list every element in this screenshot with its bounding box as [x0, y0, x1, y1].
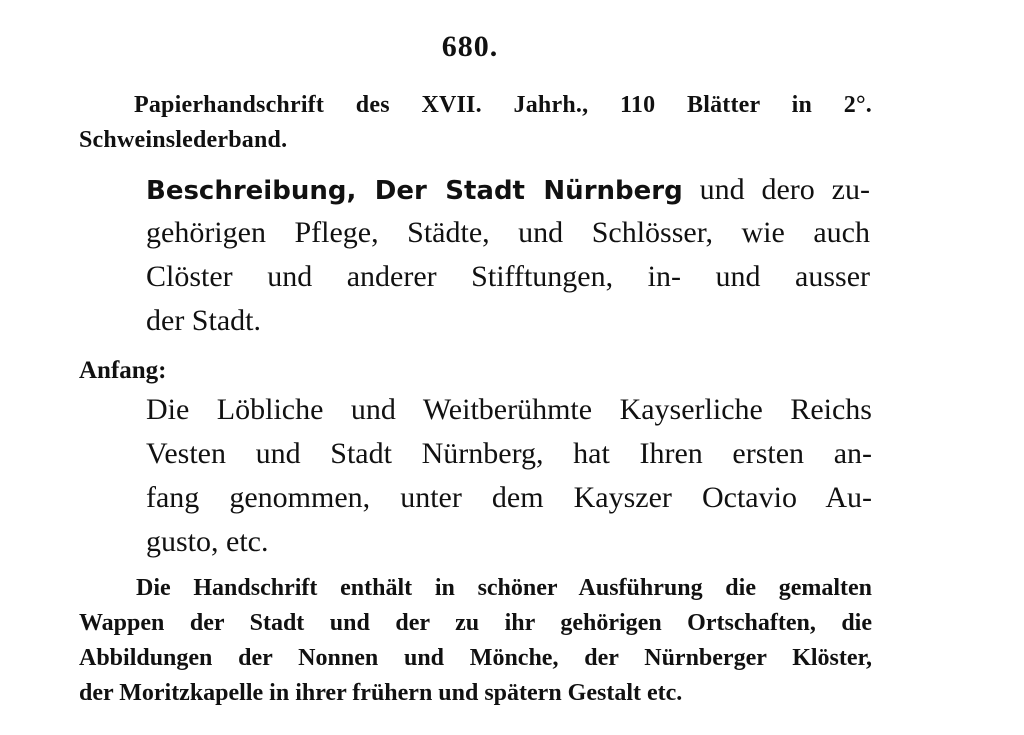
- note-line-2: Wappen der Stadt und der zu ihr gehörigen Ortschaften, die: [79, 610, 872, 636]
- title-line-4: der Stadt.: [146, 304, 261, 337]
- title-line-1-rest: und dero zu-: [682, 173, 870, 206]
- note-line-4: der Moritzkapelle in ihrer frühern und spätern Gestalt etc.: [79, 680, 683, 706]
- title-line-2: gehörigen Pflege, Städte, und Schlösser, wie auch: [146, 216, 870, 249]
- note-line-1: Die Handschrift enthält in schöner Ausführung die gemalten: [136, 575, 872, 601]
- page-number: 680.: [441, 30, 499, 63]
- incipit-line-3: fang genommen, unter dem Kayszer Octavio Au-: [146, 481, 872, 514]
- title-line-1: [146, 173, 870, 207]
- incipit-line-1: Die Löbliche und Weitberühmte Kayserliche Reichs: [146, 393, 872, 426]
- title-bold-heading: Beschreibung, Der Stadt Nürnberg: [146, 176, 683, 206]
- incipit-line-4: gusto, etc.: [146, 525, 269, 558]
- title-line-3: Clöster und anderer Stifftungen, in- und ausser: [146, 260, 870, 293]
- note-line-3: Abbildungen der Nonnen und Mönche, der Nürnberger Klöster,: [79, 645, 872, 671]
- description-line-1: Papierhandschrift des XVII. Jahrh., 110 Blätter in 2°.: [134, 92, 872, 118]
- incipit-line-2: Vesten und Stadt Nürnberg, hat Ihren ersten an-: [146, 437, 872, 470]
- description-line-2: Schweinslederband.: [79, 127, 288, 153]
- incipit-label: Anfang:: [79, 357, 167, 384]
